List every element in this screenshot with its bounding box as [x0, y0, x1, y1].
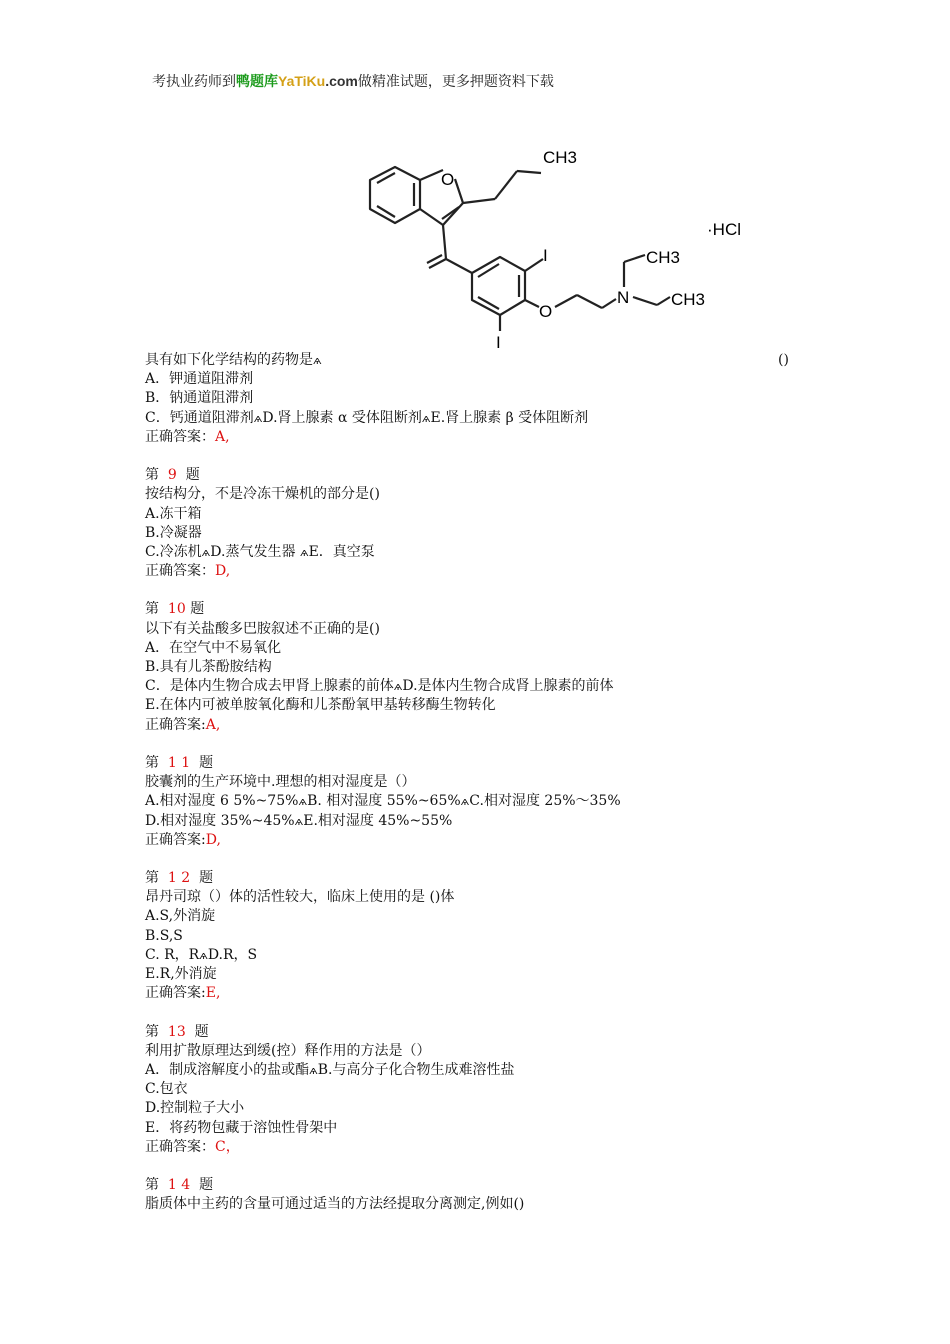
option-d: D.控制粒子大小: [145, 1100, 245, 1117]
header-suffix: 做精准试题，更多押题资料下载: [357, 74, 554, 90]
question-number: 第 1 4 题: [145, 1177, 214, 1194]
answer-paren: (): [778, 352, 789, 368]
header-site: YaTiKu: [278, 73, 326, 89]
question-stem: 以下有关盐酸多巴胺叙述不正确的是(): [145, 620, 380, 637]
answer-line: 正确答案：D,: [145, 563, 231, 580]
header-prefix: 考执业药师到: [152, 74, 236, 90]
option-e: E．将药物包藏于溶蚀性骨架中: [145, 1119, 338, 1136]
question-number: 第 1 2 题: [145, 870, 214, 887]
option-a: A.S,外消旋: [145, 908, 216, 925]
option-b: B．钠通道阻滞剂: [145, 390, 254, 407]
page-header: [152, 71, 554, 91]
answer-line: 正确答案：C，: [145, 1138, 240, 1155]
option-combined: C．是体内生物合成去甲肾上腺素的前体ѧD.是体内生物合成肾上腺素的前体: [145, 678, 614, 695]
answer-value: A,: [215, 428, 230, 445]
option-a: A.冻干箱: [145, 505, 202, 522]
answer-line: 正确答案:D,: [145, 831, 221, 848]
answer-value: D,: [215, 563, 231, 580]
question-stem: 昂丹司琼（）体的活性较大，临床上使用的是 ()体: [145, 889, 455, 906]
answer-value: D,: [205, 831, 221, 848]
option-b: B.冷凝器: [145, 524, 202, 541]
ch3-right-label: CH3: [671, 290, 706, 309]
option-a: A．钾通道阻滞剂: [145, 371, 254, 388]
question-number: 第 1 1 题: [145, 754, 214, 771]
oxygen-label: O: [441, 170, 455, 189]
answer-line: 正确答案:A,: [145, 716, 221, 733]
option-e: E.R,外消旋: [145, 966, 217, 982]
question-number: 第 9 题: [145, 467, 200, 484]
ch3-top-label: CH3: [543, 148, 578, 167]
header-brand: 鸭题库: [236, 74, 278, 90]
iodine-top-label: I: [543, 246, 548, 265]
hcl-label: ·HCl: [707, 220, 741, 239]
option-combined: A.相对湿度 6 5%~75%ѧB. 相对湿度 55%~65%ѧC.相对湿度 25%～35%: [145, 793, 621, 810]
separator-glyph: ѧ: [313, 354, 322, 367]
answer-line: 正确答案：A,: [145, 428, 230, 445]
question-stem: 胶囊剂的生产环境中.理想的相对湿度是（）: [145, 774, 416, 791]
option-a: A．在空气中不易氧化: [145, 639, 282, 656]
option-combined: C. R，RѧD.R，S: [145, 946, 258, 963]
iodine-bottom-label: I: [496, 333, 501, 349]
header-site-suffix: .com: [325, 73, 358, 89]
question-stem: 具有如下化学结构的药物是ѧ (): [145, 351, 805, 370]
answer-line: 正确答案:E,: [145, 985, 221, 1002]
option-b: B.S,S: [145, 927, 183, 944]
option-combined: A．制成溶解度小的盐或酯ѧB.与高分子化合物生成难溶性盐: [145, 1061, 515, 1078]
question-number: 第 10 题: [145, 601, 205, 618]
option-c: C.包衣: [145, 1081, 188, 1098]
answer-value: E,: [205, 985, 221, 1002]
question-list: [145, 351, 805, 1214]
ether-oxygen-label: O: [539, 302, 553, 321]
ch3-upper-label: CH3: [646, 248, 681, 267]
question-number: 第 13 题: [145, 1023, 209, 1040]
nitrogen-label: N: [617, 288, 630, 307]
chemical-structure-image: [365, 137, 765, 349]
question-stem: 利用扩散原理达到缓(控）释作用的方法是（）: [145, 1042, 431, 1059]
option-e: E.在体内可被单胺氧化酶和儿茶酚氧甲基转移酶生物转化: [145, 697, 496, 714]
answer-value: A,: [205, 716, 221, 733]
option-combined: D.相对湿度 35%~45%ѧE.相对湿度 45%~55%: [145, 812, 453, 829]
question-stem: 脂质体中主药的含量可通过适当的方法经提取分离测定,例如(): [145, 1196, 525, 1213]
option-combined: C．钙通道阻滞剂ѧD.肾上腺素 α 受体阻断剂ѧE.肾上腺素 β 受体阻断剂: [145, 409, 589, 426]
question-stem: 按结构分，不是冷冻干燥机的部分是(): [145, 486, 380, 503]
option-b: B.具有儿茶酚胺结构: [145, 659, 272, 675]
answer-value: C，: [215, 1138, 240, 1155]
option-combined: C.冷冻机ѧD.蒸气发生器 ѧE．真空泵: [145, 543, 375, 560]
